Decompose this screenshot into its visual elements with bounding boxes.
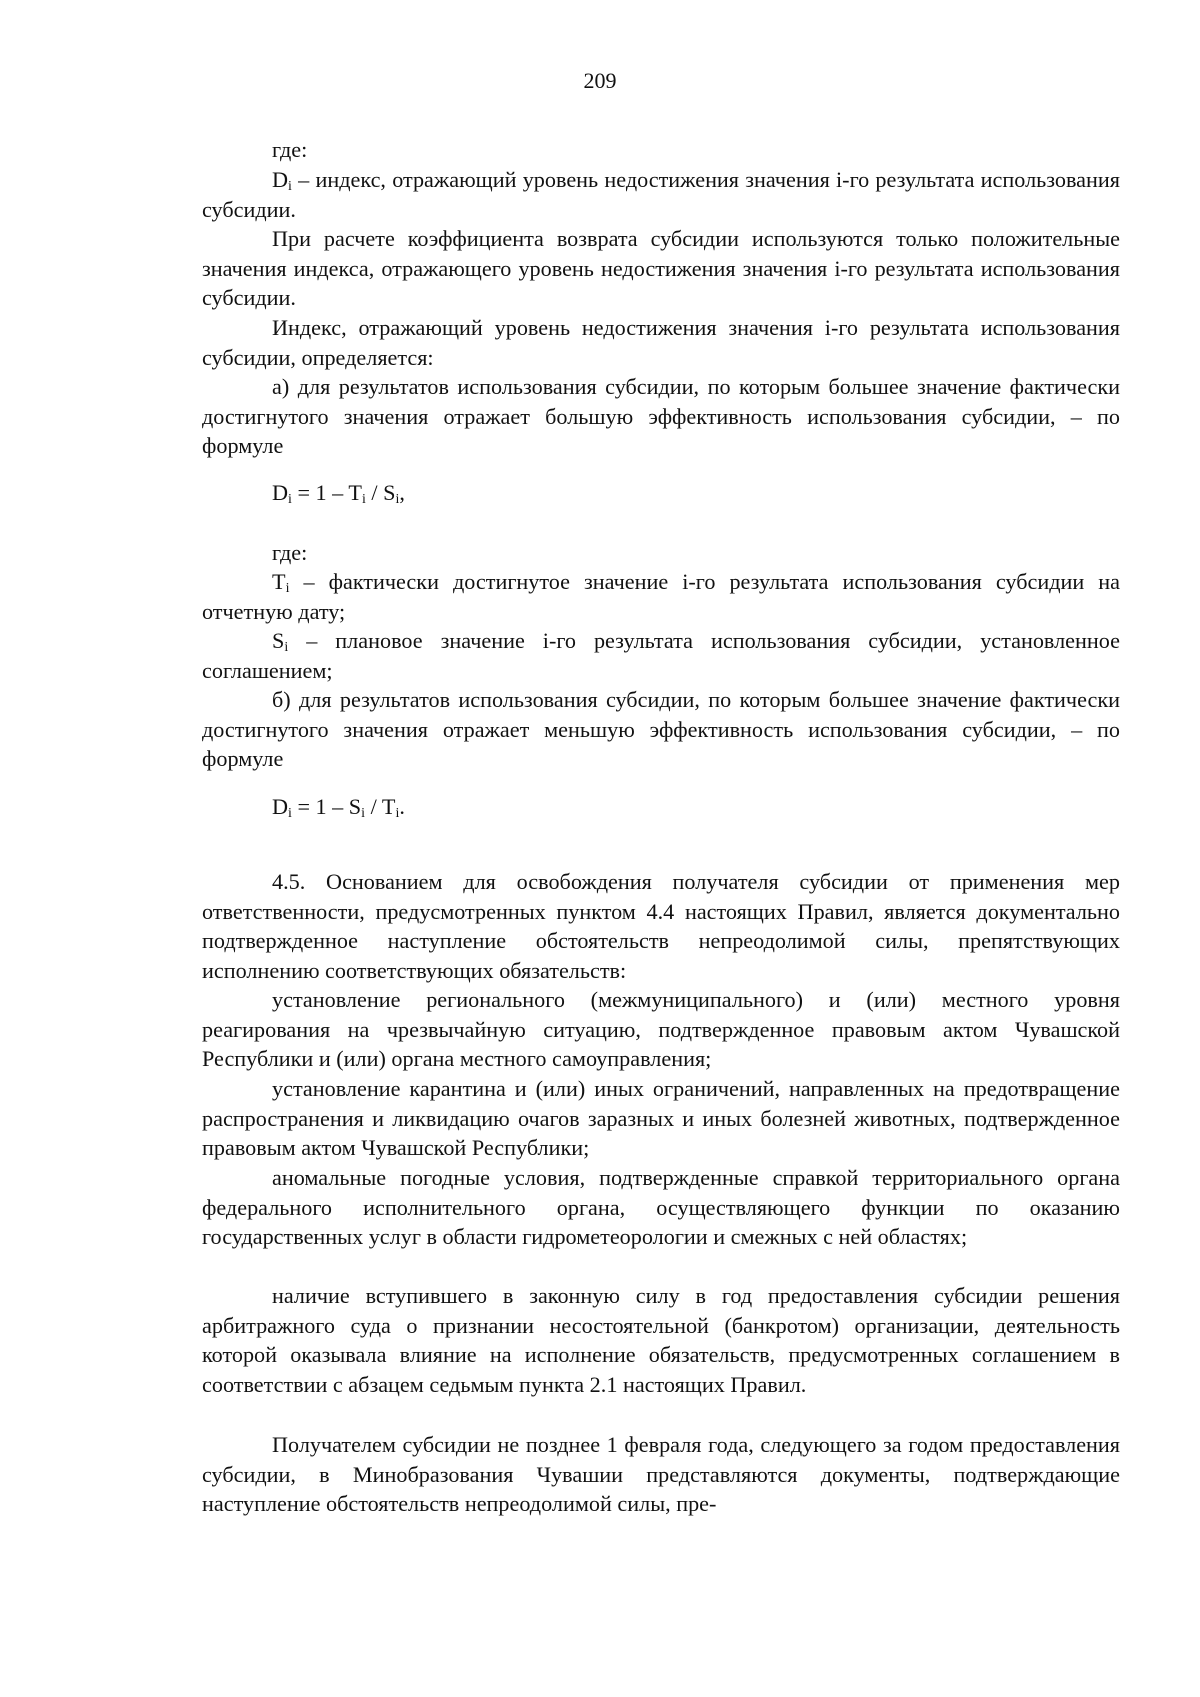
paragraph-ti-definition [202,567,1120,626]
symbol-t: T [272,569,286,594]
paragraph-case-b: б) для результатов использования субсидии, по которым большее значение фактически достигнутого значения отражает меньшую эффективность использования субсидии, – по формуле [202,687,1120,772]
subscript-i: i [285,581,290,596]
paragraph-documents: Получателем субсидии не позднее 1 февраля года, следующего за годом предоставления субсидии, в Минобразования Чувашии представляются документы, подтверждающие наступление обстоятельств непреодолимой силы, пре- [202,1432,1120,1517]
page-number: 209 [583,68,617,93]
paragraph-positive-values: При расчете коэффициента возврата субсидии используются только положительные значения индекса, отражающего уровень недостижения значения i-го результата использования субсидии. [202,226,1120,311]
paragraph-case-a: а) для результатов использования субсидии, по которым большее значение фактически достигнутого значения отражает большую эффективность использования субсидии, – по формуле [202,374,1120,459]
paragraph-si-definition [202,626,1120,685]
paragraph-bankruptcy: наличие вступившего в законную силу в год предоставления субсидии решения арбитражного суда о признании несостоятельной (банкротом) организации, деятельность которой оказывала влияние на исполнение обязательств, предусмотренных соглашением в соответствии с абзацем седьмым пункта 2.1 настоящих Правил. [202,1283,1120,1397]
paragraph-where-1: где: [272,137,308,162]
symbol-s: S [272,628,285,653]
definition-text: – фактически достигнутое значение i-го результата использования субсидии на отчетную дату; [202,569,1120,624]
definition-text: – индекс, отражающий уровень недостижения значения i-го результата использования субсидии. [202,167,1120,222]
paragraph-quarantine: установление карантина и (или) иных ограничений, направленных на предотвращение распространения и ликвидацию очагов заразных и иных болезней животных, подтвержденное правовым актом Чувашской Республики; [202,1076,1120,1161]
definition-text: – плановое значение i-го результата использования субсидии, установленное соглашением; [202,628,1120,683]
paragraph-where-2: где: [272,540,308,565]
paragraph-di-definition [202,165,1120,224]
paragraph-4-5: 4.5. Основанием для освобождения получателя субсидии от применения мер ответственности, предусмотренных пунктом 4.4 настоящих Правил, является документально подтвержденное наступление обстоятельств непреодолимой силы, препятствующих исполнению соответствующих обязательств: [202,869,1120,983]
subscript-i: i [288,179,292,194]
formula-b: $D_i = 1 - S_i / T_i$. [272,794,405,821]
subscript-i: i [284,640,289,655]
paragraph-index-definition: Индекс, отражающий уровень недостижения значения i-го результата использования субсидии, определяется: [202,315,1120,370]
paragraph-weather: аномальные погодные условия, подтвержденные справкой территориального органа федерального исполнительного органа, осуществляющего функции по оказанию государственных услуг в области гидрометеорологии и смежных с ней областях; [202,1165,1120,1250]
paragraph-emergency: установление регионального (межмуниципального) и (или) местного уровня реагирования на чрезвычайную ситуацию, подтвержденное правовым актом Чувашской Республики и (или) органа местного самоуправления; [202,987,1120,1072]
formula-a: $D_i = 1 - T_i / S_i$, [272,480,405,507]
symbol-d: D [272,167,289,192]
